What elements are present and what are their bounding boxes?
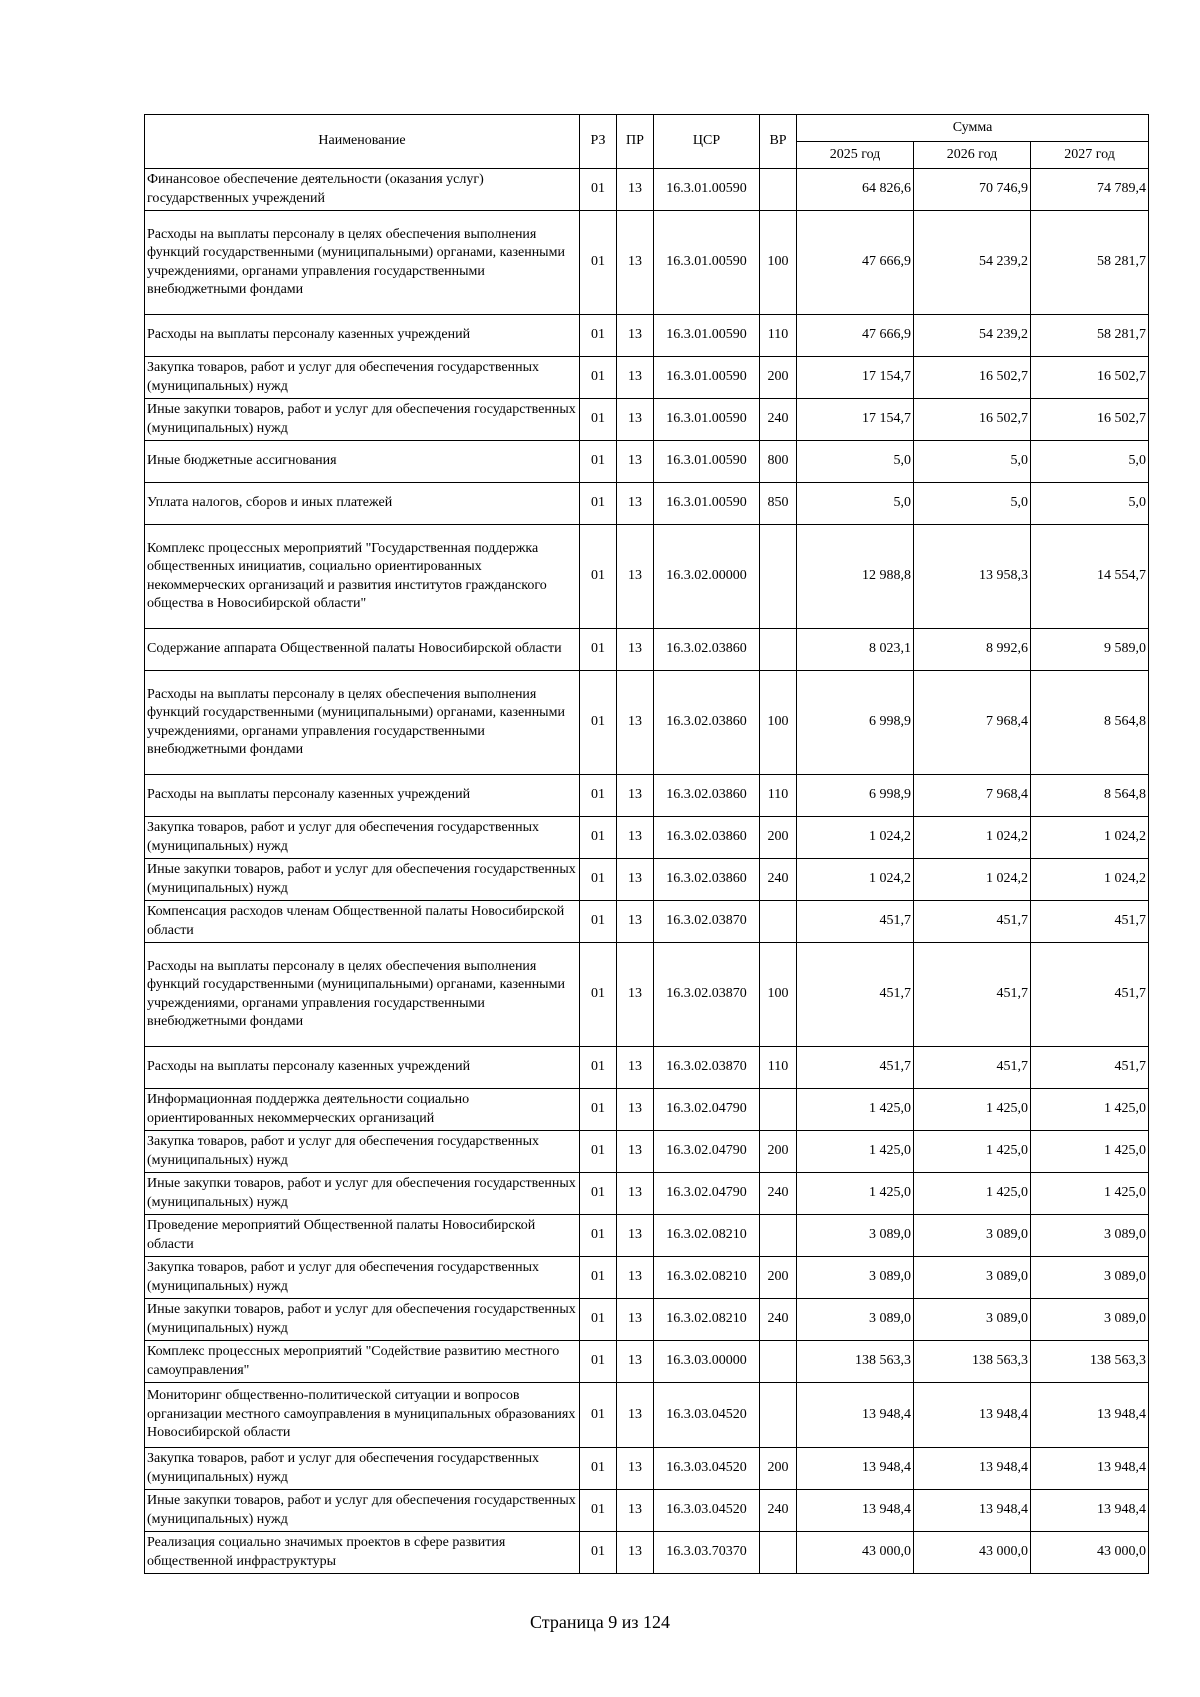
row-csr-cell: 16.3.02.03870 — [654, 901, 760, 943]
table-row — [145, 817, 1149, 859]
row-name-cell: Расходы на выплаты персоналу в целях обеспечения выполнения функций государственными (муниципальными) органами, казенными учреждениями, органами управления государственными внебюджетными фондами — [145, 943, 580, 1047]
row-pr-cell: 13 — [617, 169, 654, 211]
row-csr-cell: 16.3.02.08210 — [654, 1299, 760, 1341]
row-pr-cell: 13 — [617, 1448, 654, 1490]
row-2026-cell: 1 425,0 — [914, 1131, 1031, 1173]
table-row — [145, 1383, 1149, 1448]
row-vr-cell — [760, 1532, 797, 1574]
row-2027-cell: 16 502,7 — [1031, 357, 1149, 399]
row-2027-cell: 3 089,0 — [1031, 1257, 1149, 1299]
row-csr-cell: 16.3.02.08210 — [654, 1257, 760, 1299]
header-name: Наименование — [145, 115, 580, 169]
row-csr-cell: 16.3.02.03860 — [654, 775, 760, 817]
row-2026-cell: 70 746,9 — [914, 169, 1031, 211]
row-name-cell: Расходы на выплаты персоналу казенных учреждений — [145, 775, 580, 817]
row-name-cell: Проведение мероприятий Общественной палаты Новосибирской области — [145, 1215, 580, 1257]
row-2026-cell: 54 239,2 — [914, 315, 1031, 357]
table-row — [145, 629, 1149, 671]
row-name-cell: Иные закупки товаров, работ и услуг для обеспечения государственных (муниципальных) нужд — [145, 1299, 580, 1341]
row-2027-cell: 5,0 — [1031, 483, 1149, 525]
row-2025-cell: 47 666,9 — [797, 315, 914, 357]
row-name-cell: Содержание аппарата Общественной палаты Новосибирской области — [145, 629, 580, 671]
row-2025-cell: 17 154,7 — [797, 399, 914, 441]
row-name-cell: Расходы на выплаты персоналу казенных учреждений — [145, 315, 580, 357]
header-vr: ВР — [760, 115, 797, 169]
header-2025: 2025 год — [797, 142, 914, 169]
row-name-cell: Расходы на выплаты персоналу казенных учреждений — [145, 1047, 580, 1089]
row-2027-cell: 1 425,0 — [1031, 1173, 1149, 1215]
row-csr-cell: 16.3.01.00590 — [654, 357, 760, 399]
row-2027-cell: 8 564,8 — [1031, 775, 1149, 817]
row-csr-cell: 16.3.02.04790 — [654, 1131, 760, 1173]
header-2026: 2026 год — [914, 142, 1031, 169]
row-csr-cell: 16.3.02.03860 — [654, 817, 760, 859]
row-pr-cell: 13 — [617, 775, 654, 817]
row-pr-cell: 13 — [617, 211, 654, 315]
row-2026-cell: 7 968,4 — [914, 671, 1031, 775]
table-row — [145, 1532, 1149, 1574]
row-rz-cell: 01 — [580, 211, 617, 315]
row-pr-cell: 13 — [617, 1257, 654, 1299]
row-name-cell: Финансовое обеспечение деятельности (оказания услуг) государственных учреждений — [145, 169, 580, 211]
row-vr-cell: 100 — [760, 943, 797, 1047]
row-rz-cell: 01 — [580, 1215, 617, 1257]
row-pr-cell: 13 — [617, 483, 654, 525]
row-2026-cell: 8 992,6 — [914, 629, 1031, 671]
row-2027-cell: 451,7 — [1031, 1047, 1149, 1089]
row-name-cell: Расходы на выплаты персоналу в целях обеспечения выполнения функций государственными (муниципальными) органами, казенными учреждениями, органами управления государственными внебюджетными фондами — [145, 211, 580, 315]
row-csr-cell: 16.3.03.70370 — [654, 1532, 760, 1574]
row-pr-cell: 13 — [617, 1299, 654, 1341]
row-2027-cell: 13 948,4 — [1031, 1383, 1149, 1448]
table-row — [145, 943, 1149, 1047]
row-rz-cell: 01 — [580, 817, 617, 859]
row-2027-cell: 1 425,0 — [1031, 1089, 1149, 1131]
row-csr-cell: 16.3.02.04790 — [654, 1173, 760, 1215]
row-vr-cell: 240 — [760, 1299, 797, 1341]
table-row — [145, 1341, 1149, 1383]
row-2025-cell: 13 948,4 — [797, 1383, 914, 1448]
row-rz-cell: 01 — [580, 1341, 617, 1383]
row-2025-cell: 1 425,0 — [797, 1173, 914, 1215]
row-vr-cell: 110 — [760, 775, 797, 817]
row-csr-cell: 16.3.02.08210 — [654, 1215, 760, 1257]
table-row — [145, 483, 1149, 525]
row-2025-cell: 12 988,8 — [797, 525, 914, 629]
row-vr-cell: 240 — [760, 1173, 797, 1215]
row-pr-cell: 13 — [617, 1215, 654, 1257]
row-rz-cell: 01 — [580, 1532, 617, 1574]
row-vr-cell: 200 — [760, 1448, 797, 1490]
table-body — [145, 169, 1149, 1574]
row-2025-cell: 138 563,3 — [797, 1341, 914, 1383]
row-pr-cell: 13 — [617, 901, 654, 943]
row-2027-cell: 1 024,2 — [1031, 859, 1149, 901]
header-2027: 2027 год — [1031, 142, 1149, 169]
row-pr-cell: 13 — [617, 1131, 654, 1173]
row-csr-cell: 16.3.01.00590 — [654, 169, 760, 211]
table-row — [145, 859, 1149, 901]
row-2026-cell: 13 948,4 — [914, 1383, 1031, 1448]
row-name-cell: Иные закупки товаров, работ и услуг для обеспечения государственных (муниципальных) нужд — [145, 1173, 580, 1215]
row-vr-cell: 110 — [760, 1047, 797, 1089]
row-2026-cell: 5,0 — [914, 441, 1031, 483]
row-rz-cell: 01 — [580, 859, 617, 901]
row-pr-cell: 13 — [617, 859, 654, 901]
row-2026-cell: 43 000,0 — [914, 1532, 1031, 1574]
row-2027-cell: 74 789,4 — [1031, 169, 1149, 211]
row-pr-cell: 13 — [617, 1341, 654, 1383]
row-vr-cell: 200 — [760, 817, 797, 859]
table-row — [145, 357, 1149, 399]
row-vr-cell — [760, 525, 797, 629]
row-rz-cell: 01 — [580, 943, 617, 1047]
row-rz-cell: 01 — [580, 629, 617, 671]
row-pr-cell: 13 — [617, 1173, 654, 1215]
row-name-cell: Компенсация расходов членам Общественной палаты Новосибирской области — [145, 901, 580, 943]
row-2025-cell: 451,7 — [797, 943, 914, 1047]
row-pr-cell: 13 — [617, 315, 654, 357]
table-row — [145, 1215, 1149, 1257]
table-row — [145, 1131, 1149, 1173]
table-row — [145, 1257, 1149, 1299]
row-csr-cell: 16.3.02.00000 — [654, 525, 760, 629]
row-vr-cell: 200 — [760, 1131, 797, 1173]
row-rz-cell: 01 — [580, 1089, 617, 1131]
row-csr-cell: 16.3.02.03860 — [654, 859, 760, 901]
row-rz-cell: 01 — [580, 357, 617, 399]
row-rz-cell: 01 — [580, 1047, 617, 1089]
row-name-cell: Комплекс процессных мероприятий "Содействие развитию местного самоуправления" — [145, 1341, 580, 1383]
row-2026-cell: 3 089,0 — [914, 1299, 1031, 1341]
header-rz: РЗ — [580, 115, 617, 169]
row-name-cell: Расходы на выплаты персоналу в целях обеспечения выполнения функций государственными (муниципальными) органами, казенными учреждениями, органами управления государственными внебюджетными фондами — [145, 671, 580, 775]
row-pr-cell: 13 — [617, 1383, 654, 1448]
row-vr-cell — [760, 1215, 797, 1257]
row-vr-cell: 240 — [760, 1490, 797, 1532]
row-pr-cell: 13 — [617, 1089, 654, 1131]
row-2026-cell: 1 024,2 — [914, 859, 1031, 901]
table-row — [145, 399, 1149, 441]
row-pr-cell: 13 — [617, 441, 654, 483]
row-pr-cell: 13 — [617, 357, 654, 399]
row-vr-cell: 200 — [760, 357, 797, 399]
row-vr-cell — [760, 1383, 797, 1448]
row-2027-cell: 451,7 — [1031, 943, 1149, 1047]
row-rz-cell: 01 — [580, 1257, 617, 1299]
row-2026-cell: 54 239,2 — [914, 211, 1031, 315]
row-2026-cell: 1 425,0 — [914, 1089, 1031, 1131]
row-2027-cell: 138 563,3 — [1031, 1341, 1149, 1383]
row-2027-cell: 43 000,0 — [1031, 1532, 1149, 1574]
row-2026-cell: 16 502,7 — [914, 399, 1031, 441]
page-number: Страница 9 из 124 — [530, 1612, 670, 1632]
table-row — [145, 671, 1149, 775]
table-row — [145, 901, 1149, 943]
row-rz-cell: 01 — [580, 1173, 617, 1215]
row-csr-cell: 16.3.03.00000 — [654, 1341, 760, 1383]
row-vr-cell: 100 — [760, 211, 797, 315]
row-2025-cell: 64 826,6 — [797, 169, 914, 211]
row-csr-cell: 16.3.02.03860 — [654, 671, 760, 775]
row-2025-cell: 1 425,0 — [797, 1131, 914, 1173]
row-2027-cell: 451,7 — [1031, 901, 1149, 943]
row-vr-cell — [760, 169, 797, 211]
row-vr-cell — [760, 1341, 797, 1383]
row-2025-cell: 13 948,4 — [797, 1490, 914, 1532]
row-2027-cell: 9 589,0 — [1031, 629, 1149, 671]
row-rz-cell: 01 — [580, 483, 617, 525]
row-2025-cell: 17 154,7 — [797, 357, 914, 399]
row-name-cell: Закупка товаров, работ и услуг для обеспечения государственных (муниципальных) нужд — [145, 817, 580, 859]
row-2027-cell: 5,0 — [1031, 441, 1149, 483]
row-name-cell: Закупка товаров, работ и услуг для обеспечения государственных (муниципальных) нужд — [145, 1257, 580, 1299]
row-csr-cell: 16.3.02.03870 — [654, 1047, 760, 1089]
row-pr-cell: 13 — [617, 525, 654, 629]
row-name-cell: Реализация социально значимых проектов в сфере развития общественной инфраструктуры — [145, 1532, 580, 1574]
row-vr-cell: 100 — [760, 671, 797, 775]
row-2027-cell: 58 281,7 — [1031, 211, 1149, 315]
row-csr-cell: 16.3.02.03860 — [654, 629, 760, 671]
row-name-cell: Иные закупки товаров, работ и услуг для обеспечения государственных (муниципальных) нужд — [145, 859, 580, 901]
row-rz-cell: 01 — [580, 671, 617, 775]
row-2027-cell: 8 564,8 — [1031, 671, 1149, 775]
row-2027-cell: 14 554,7 — [1031, 525, 1149, 629]
row-2025-cell: 1 024,2 — [797, 817, 914, 859]
row-2025-cell: 3 089,0 — [797, 1299, 914, 1341]
row-vr-cell: 200 — [760, 1257, 797, 1299]
row-2027-cell: 3 089,0 — [1031, 1299, 1149, 1341]
table-row — [145, 1089, 1149, 1131]
row-rz-cell: 01 — [580, 1448, 617, 1490]
row-2027-cell: 13 948,4 — [1031, 1448, 1149, 1490]
row-csr-cell: 16.3.01.00590 — [654, 315, 760, 357]
row-2026-cell: 13 958,3 — [914, 525, 1031, 629]
row-rz-cell: 01 — [580, 441, 617, 483]
row-rz-cell: 01 — [580, 525, 617, 629]
row-pr-cell: 13 — [617, 1047, 654, 1089]
row-vr-cell: 800 — [760, 441, 797, 483]
row-2025-cell: 43 000,0 — [797, 1532, 914, 1574]
row-2026-cell: 451,7 — [914, 1047, 1031, 1089]
row-vr-cell — [760, 1089, 797, 1131]
row-name-cell: Закупка товаров, работ и услуг для обеспечения государственных (муниципальных) нужд — [145, 357, 580, 399]
row-pr-cell: 13 — [617, 1490, 654, 1532]
row-name-cell: Информационная поддержка деятельности социально ориентированных некоммерческих организаций — [145, 1089, 580, 1131]
table-row — [145, 1490, 1149, 1532]
row-vr-cell: 110 — [760, 315, 797, 357]
row-pr-cell: 13 — [617, 629, 654, 671]
row-csr-cell: 16.3.03.04520 — [654, 1448, 760, 1490]
row-2025-cell: 1 425,0 — [797, 1089, 914, 1131]
row-csr-cell: 16.3.02.04790 — [654, 1089, 760, 1131]
row-csr-cell: 16.3.01.00590 — [654, 399, 760, 441]
row-2027-cell: 13 948,4 — [1031, 1490, 1149, 1532]
row-name-cell: Закупка товаров, работ и услуг для обеспечения государственных (муниципальных) нужд — [145, 1131, 580, 1173]
row-rz-cell: 01 — [580, 1299, 617, 1341]
row-csr-cell: 16.3.01.00590 — [654, 483, 760, 525]
row-csr-cell: 16.3.02.03870 — [654, 943, 760, 1047]
table-row — [145, 315, 1149, 357]
row-vr-cell: 850 — [760, 483, 797, 525]
row-2025-cell: 5,0 — [797, 441, 914, 483]
row-rz-cell: 01 — [580, 901, 617, 943]
row-rz-cell: 01 — [580, 1131, 617, 1173]
row-2026-cell: 1 024,2 — [914, 817, 1031, 859]
row-2027-cell: 16 502,7 — [1031, 399, 1149, 441]
row-name-cell: Комплекс процессных мероприятий "Государственная поддержка общественных инициатив, социально ориентированных некоммерческих организаций и развития институтов гражданского общества в Новосибирской области" — [145, 525, 580, 629]
row-2025-cell: 451,7 — [797, 901, 914, 943]
table-row — [145, 1173, 1149, 1215]
row-pr-cell: 13 — [617, 399, 654, 441]
row-2027-cell: 1 024,2 — [1031, 817, 1149, 859]
row-2026-cell: 451,7 — [914, 901, 1031, 943]
row-2025-cell: 451,7 — [797, 1047, 914, 1089]
row-name-cell: Мониторинг общественно-политической ситуации и вопросов организации местного самоуправления в муниципальных образованиях Новосибирской области — [145, 1383, 580, 1448]
row-pr-cell: 13 — [617, 1532, 654, 1574]
header-sum: Сумма — [797, 115, 1149, 142]
table-row — [145, 211, 1149, 315]
row-rz-cell: 01 — [580, 315, 617, 357]
row-rz-cell: 01 — [580, 169, 617, 211]
row-name-cell: Закупка товаров, работ и услуг для обеспечения государственных (муниципальных) нужд — [145, 1448, 580, 1490]
row-2026-cell: 3 089,0 — [914, 1257, 1031, 1299]
row-name-cell: Иные закупки товаров, работ и услуг для обеспечения государственных (муниципальных) нужд — [145, 399, 580, 441]
row-2027-cell: 1 425,0 — [1031, 1131, 1149, 1173]
row-2026-cell: 16 502,7 — [914, 357, 1031, 399]
row-2026-cell: 138 563,3 — [914, 1341, 1031, 1383]
row-pr-cell: 13 — [617, 817, 654, 859]
table-row — [145, 169, 1149, 211]
row-2025-cell: 3 089,0 — [797, 1257, 914, 1299]
table-row — [145, 1047, 1149, 1089]
row-2027-cell: 58 281,7 — [1031, 315, 1149, 357]
row-rz-cell: 01 — [580, 775, 617, 817]
row-csr-cell: 16.3.01.00590 — [654, 211, 760, 315]
row-csr-cell: 16.3.01.00590 — [654, 441, 760, 483]
row-name-cell: Иные бюджетные ассигнования — [145, 441, 580, 483]
row-2025-cell: 6 998,9 — [797, 671, 914, 775]
row-vr-cell: 240 — [760, 859, 797, 901]
table-row — [145, 525, 1149, 629]
row-2025-cell: 1 024,2 — [797, 859, 914, 901]
row-rz-cell: 01 — [580, 399, 617, 441]
row-2025-cell: 13 948,4 — [797, 1448, 914, 1490]
row-pr-cell: 13 — [617, 671, 654, 775]
table-row — [145, 775, 1149, 817]
row-rz-cell: 01 — [580, 1383, 617, 1448]
row-vr-cell — [760, 901, 797, 943]
budget-table — [144, 114, 1149, 1574]
row-2025-cell: 8 023,1 — [797, 629, 914, 671]
row-2026-cell: 1 425,0 — [914, 1173, 1031, 1215]
row-rz-cell: 01 — [580, 1490, 617, 1532]
row-2025-cell: 5,0 — [797, 483, 914, 525]
table-row — [145, 441, 1149, 483]
row-name-cell: Иные закупки товаров, работ и услуг для обеспечения государственных (муниципальных) нужд — [145, 1490, 580, 1532]
row-csr-cell: 16.3.03.04520 — [654, 1490, 760, 1532]
table-row — [145, 1448, 1149, 1490]
header-pr: ПР — [617, 115, 654, 169]
row-csr-cell: 16.3.03.04520 — [654, 1383, 760, 1448]
row-2026-cell: 451,7 — [914, 943, 1031, 1047]
row-vr-cell: 240 — [760, 399, 797, 441]
row-2026-cell: 7 968,4 — [914, 775, 1031, 817]
header-csr: ЦСР — [654, 115, 760, 169]
row-2027-cell: 3 089,0 — [1031, 1215, 1149, 1257]
row-2026-cell: 5,0 — [914, 483, 1031, 525]
row-name-cell: Уплата налогов, сборов и иных платежей — [145, 483, 580, 525]
row-2026-cell: 13 948,4 — [914, 1448, 1031, 1490]
row-2025-cell: 3 089,0 — [797, 1215, 914, 1257]
table-row — [145, 1299, 1149, 1341]
row-2026-cell: 3 089,0 — [914, 1215, 1031, 1257]
row-pr-cell: 13 — [617, 943, 654, 1047]
row-2025-cell: 6 998,9 — [797, 775, 914, 817]
row-2026-cell: 13 948,4 — [914, 1490, 1031, 1532]
row-vr-cell — [760, 629, 797, 671]
row-2025-cell: 47 666,9 — [797, 211, 914, 315]
